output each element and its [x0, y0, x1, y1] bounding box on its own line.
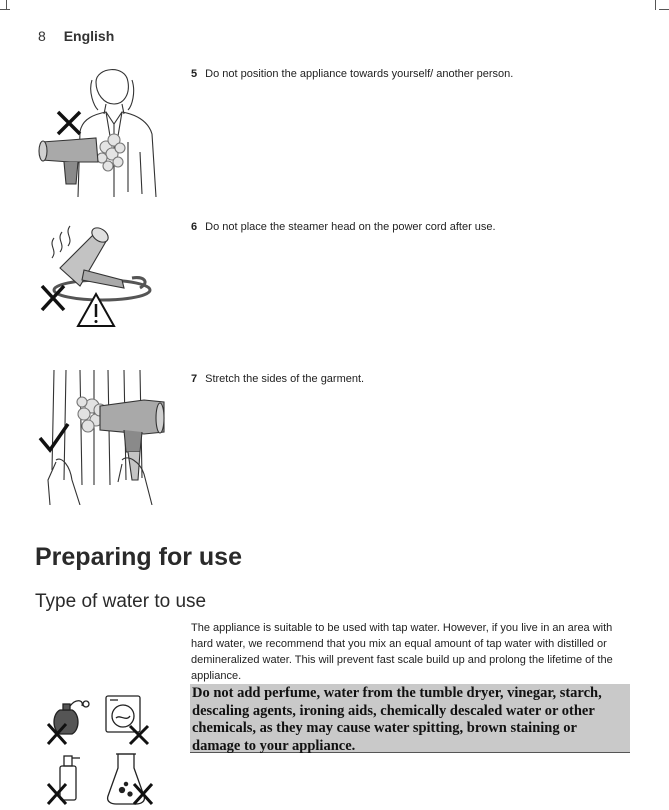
spray-bottle-icon: [60, 756, 80, 800]
step-text: Stretch the sides of the garment.: [205, 373, 365, 385]
section-subheading: Type of water to use: [35, 591, 207, 612]
check-icon: [40, 424, 68, 450]
cross-icon: [130, 726, 148, 744]
warning-box: Do not add perfume, water from the tumble dryer, vinegar, starch, descaling agents, ironing aids, chemically descaled water or other chemicals, as they may cause water spitting, brown staining or damage to your appliance.: [190, 684, 630, 753]
section-heading: Preparing for use: [35, 543, 242, 571]
forbidden-items-icons: [42, 692, 162, 808]
step-number: 7: [191, 373, 198, 385]
step-text: Do not position the appliance towards yourself/ another person.: [205, 68, 514, 80]
tumble-dryer-icon: [106, 696, 140, 732]
crop-mark: [659, 9, 669, 10]
crop-mark: [655, 0, 656, 10]
illustration-steamer-towards-person: [36, 62, 166, 197]
page-number: 8: [38, 28, 46, 44]
page-header: [38, 28, 114, 44]
instruction-step-7: [191, 373, 364, 385]
cross-icon: [48, 784, 66, 804]
crop-mark: [0, 9, 10, 10]
illustration-steamer-on-cord: [32, 218, 162, 333]
water-paragraph: The appliance is suitable to be used with tap water. However, if you live in an area with hard water, we recommend that you mix an equal amount of tap water with distilled or demineralized water. This will prevent fast scale build up and prolong the lifetime of the appliance.: [191, 622, 613, 682]
step-text: Do not place the steamer head on the power cord after use.: [205, 221, 496, 233]
illustration-stretch-garment: [36, 370, 166, 505]
page-language: English: [63, 28, 115, 44]
instruction-step-5: [191, 68, 513, 80]
step-number: 5: [191, 68, 198, 80]
step-number: 6: [191, 221, 198, 233]
cross-icon: [58, 112, 80, 134]
instruction-step-6: [191, 221, 496, 233]
perfume-bottle-icon: [54, 701, 89, 734]
